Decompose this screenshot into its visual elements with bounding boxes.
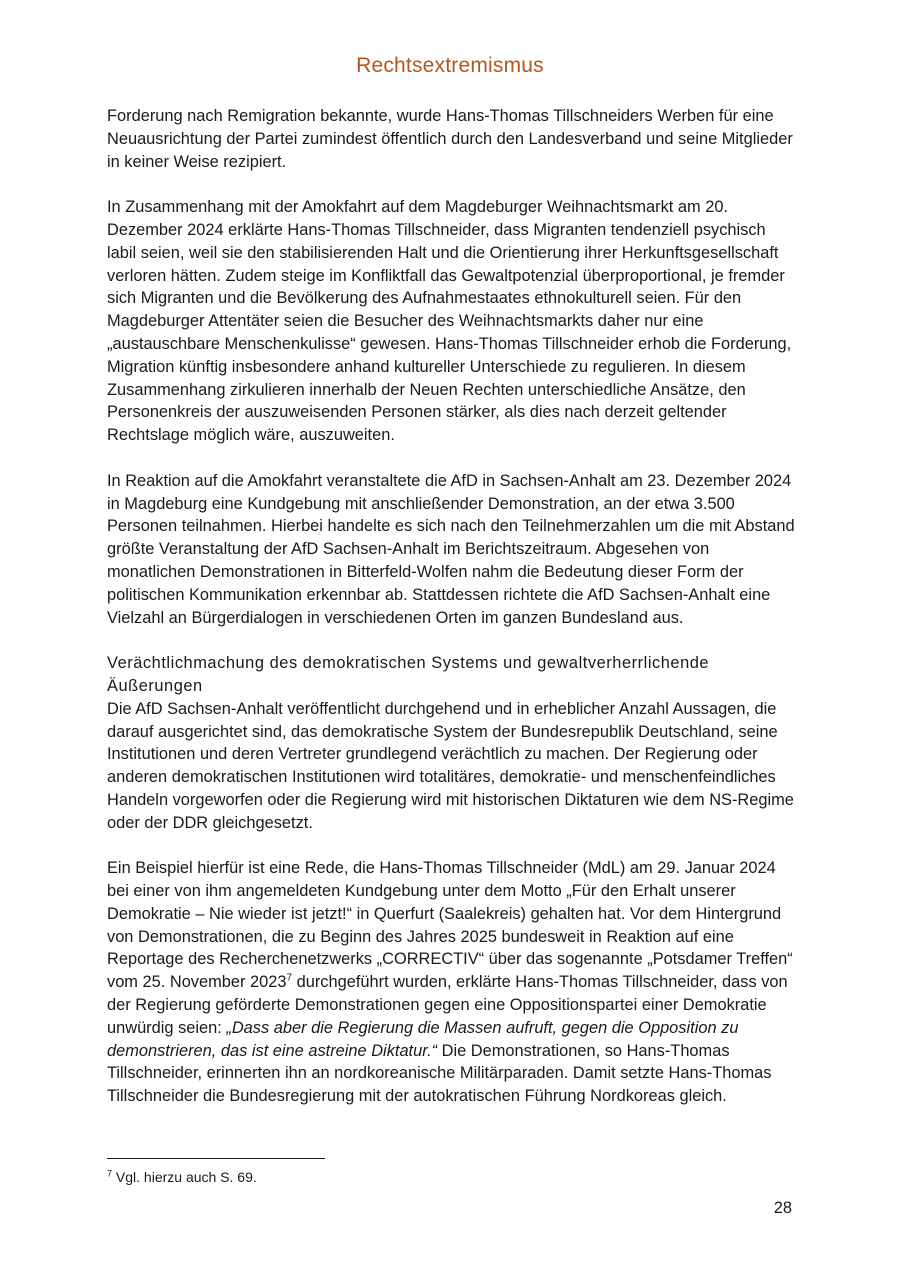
- paragraph-3: In Reaktion auf die Amokfahrt veranstaltete die AfD in Sachsen-Anhalt am 23. Dezember 2024 in Magdeburg eine Kundgebung mit anschließender Demonstration, an der etwa 3.500 Personen teilnahmen. Hierbei handelte es sich nach den Teilnehmerzahlen um die mit Abstand größte Veranstaltung der AfD Sachsen-Anhalt im Berichtszeitraum. Abgesehen von monatlichen Demonstrationen in Bitterfeld-Wolfen nahm die Bedeutung dieser Form der politischen Kommunikation erkennbar ab. Stattdessen richtete die AfD Sachsen-Anhalt eine Vielzahl an Bürgerdialogen in verschiedenen Orten im ganzen Bundesland aus.: [107, 471, 795, 627]
- paragraph-5-text-start: Ein Beispiel hierfür ist eine Rede, die Hans-Thomas Tillschneider (MdL) am 29. Januar 2024 bei einer von ihm angemeldeten Kundgebung unter dem Motto „Für den Erhalt unserer Demokratie – Nie wieder ist jetzt!“ in Querfurt (Saalekreis) gehalten hat. Vor dem Hintergrund von Demonstrationen, die zu Beginn des Jahres 2025 bundesweit in Reaktion auf eine Reportage des Recherchenetzwerks „CORRECTIV“ über das sogenannte „Potsdamer Treffen“ vom 25. November 2023: [107, 859, 793, 992]
- paragraph-2: In Zusammenhang mit der Amokfahrt auf dem Magdeburger Weihnachtsmarkt am 20. Dezember 2024 erklärte Hans-Thomas Tillschneider, dass Migranten tendenziell psychisch labil seien, weil sie den stabilisierenden Halt und die Orientierung ihrer Herkunftsgesellschaft verloren hätten. Zudem steige im Konfliktfall das Gewaltpotenzial überproportional, je fremder sich Migranten und die Bevölkerung des Aufnahmestaates ethnokulturell seien. Für den Magdeburger Attentäter seien die Besucher des Weihnachtsmarkts daher nur eine „austauschbare Menschenkulisse“ gewesen. Hans-Thomas Tillschneider erhob die Forderung, Migration künftig insbesondere anhand kultureller Unterschiede zu regulieren. In diesem Zusammenhang zirkulieren innerhalb der Neuen Rechten unterschiedliche Ansätze, den Personenkreis der auszuweisenden Personen stärker, als dies nach derzeit geltender Rechtslage möglich wäre, auszuweiten.: [107, 198, 792, 445]
- paragraph-1: Forderung nach Remigration bekannte, wurde Hans-Thomas Tillschneiders Werben für eine Neuausrichtung der Partei zumindest öffentlich durch den Landesverband und seine Mitglieder in keiner Weise rezipiert.: [107, 107, 793, 171]
- paragraph-5: [107, 857, 795, 1108]
- footnote-reference: 7: [286, 972, 293, 984]
- footnote: [107, 1168, 257, 1186]
- footnote-divider: [107, 1158, 325, 1159]
- footnote-text: Vgl. hierzu auch S. 69.: [112, 1169, 257, 1185]
- main-content: [107, 105, 795, 1131]
- page-number: 28: [773, 1199, 792, 1217]
- section-heading: Verächtlichmachung des demokratischen Systems und gewaltverherrlichende Äußerungen: [107, 654, 710, 695]
- paragraph-5-text-middle: durchgeführt wurden, erklärte Hans-Thomas Tillschneider, dass von der Regierung geförderte Demonstrationen gegen eine Oppositionspartei einer Demokratie unwürdig seien:: [107, 973, 788, 1037]
- paragraph-4: Die AfD Sachsen-Anhalt veröffentlicht durchgehend und in erheblicher Anzahl Aussagen, die darauf ausgerichtet sind, das demokratische System der Bundesrepublik Deutschland, seine Institutionen und deren Vertreter grundlegend verächtlich zu machen. Der Regierung oder anderen demokratischen Institutionen wird totalitäres, demokratie- und menschenfeindliches Handeln vorgeworfen oder die Regierung wird mit historischen Diktaturen wie dem NS-Regime oder der DDR gleichgesetzt.: [107, 699, 794, 832]
- page-title: Rechtsextremismus: [356, 54, 544, 77]
- quote: „Dass aber die Regierung die Massen aufruft, gegen die Opposition zu demonstrieren, das ist eine astreine Diktatur.“: [107, 1018, 739, 1060]
- paragraph-5-text-end: Die Demonstrationen, so Hans-Thomas Tillschneider, erinnerten ihn an nordkoreanische Militärparaden. Damit setzte Hans-Thomas Tillschneider die Bundesregierung mit der autokratischen Führung Nordkoreas gleich.: [107, 1041, 772, 1106]
- footnote-marker: 7: [107, 1168, 113, 1179]
